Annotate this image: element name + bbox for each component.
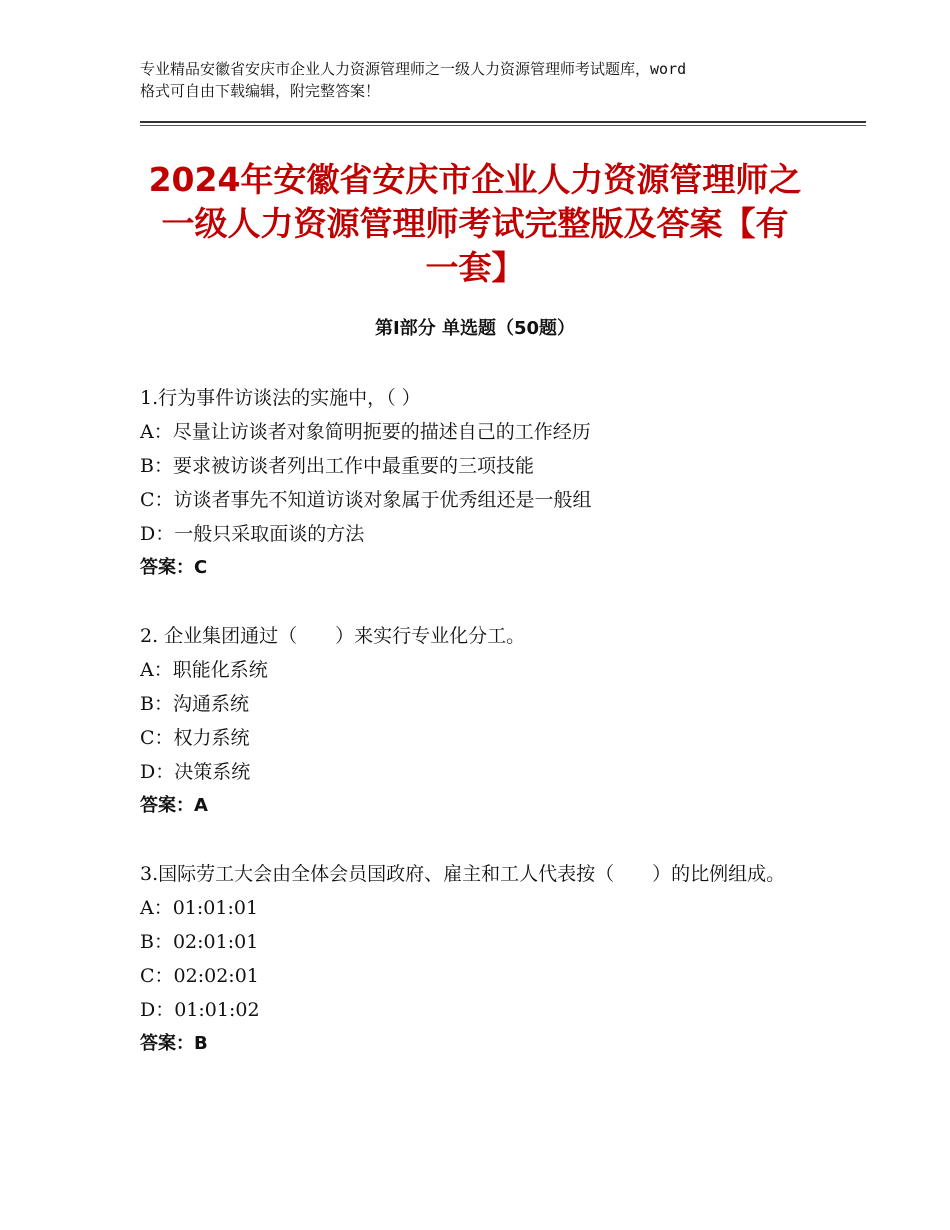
option-c: C：权力系统: [140, 727, 250, 749]
option-b: B：02:01:01: [140, 931, 259, 953]
question-stem: 1.行为事件访谈法的实施中，（ ）: [140, 387, 421, 409]
header-note-line-2: 格式可自由下载编辑，附完整答案！: [140, 82, 381, 100]
option-d: D：01:01:02: [140, 999, 260, 1021]
header-note-line-1: 专业精品安徽省安庆市企业人力资源管理师之一级人力资源管理师考试题库，word: [140, 60, 687, 78]
question-item: [140, 857, 820, 1061]
document-title: [110, 158, 840, 290]
header-divider-thick: [140, 121, 866, 123]
question-stem: 3.国际劳工大会由全体会员国政府、雇主和工人代表按（ ）的比例组成。: [140, 863, 786, 885]
question-list: [140, 381, 820, 1095]
option-a: A：尽量让访谈者对象简明扼要的描述自己的工作经历: [140, 421, 591, 443]
title-line-2: 一级人力资源管理师考试完整版及答案【有: [161, 204, 789, 243]
option-c: C：访谈者事先不知道访谈对象属于优秀组还是一般组: [140, 489, 592, 511]
option-b: B：要求被访谈者列出工作中最重要的三项技能: [140, 455, 534, 477]
header-divider-thin: [140, 125, 866, 126]
answer-label: 答案：A: [140, 795, 208, 816]
answer-label: 答案：C: [140, 557, 208, 578]
answer-label: 答案：B: [140, 1033, 208, 1054]
option-a: A：01:01:01: [140, 897, 259, 919]
option-c: C：02:02:01: [140, 965, 259, 987]
title-line-3: 一套】: [425, 248, 525, 287]
section-heading: 第Ⅰ部分 单选题（50题）: [374, 318, 575, 339]
option-a: A：职能化系统: [140, 659, 268, 681]
option-b: B：沟通系统: [140, 693, 249, 715]
header-note: [140, 58, 840, 102]
option-d: D：一般只采取面谈的方法: [140, 523, 365, 545]
question-stem: 2. 企业集团通过（ ）来实行专业化分工。: [140, 625, 526, 647]
question-item: [140, 381, 820, 585]
option-d: D：决策系统: [140, 761, 251, 783]
question-item: [140, 619, 820, 823]
title-line-1: 2024年安徽省安庆市企业人力资源管理师之: [148, 160, 802, 199]
